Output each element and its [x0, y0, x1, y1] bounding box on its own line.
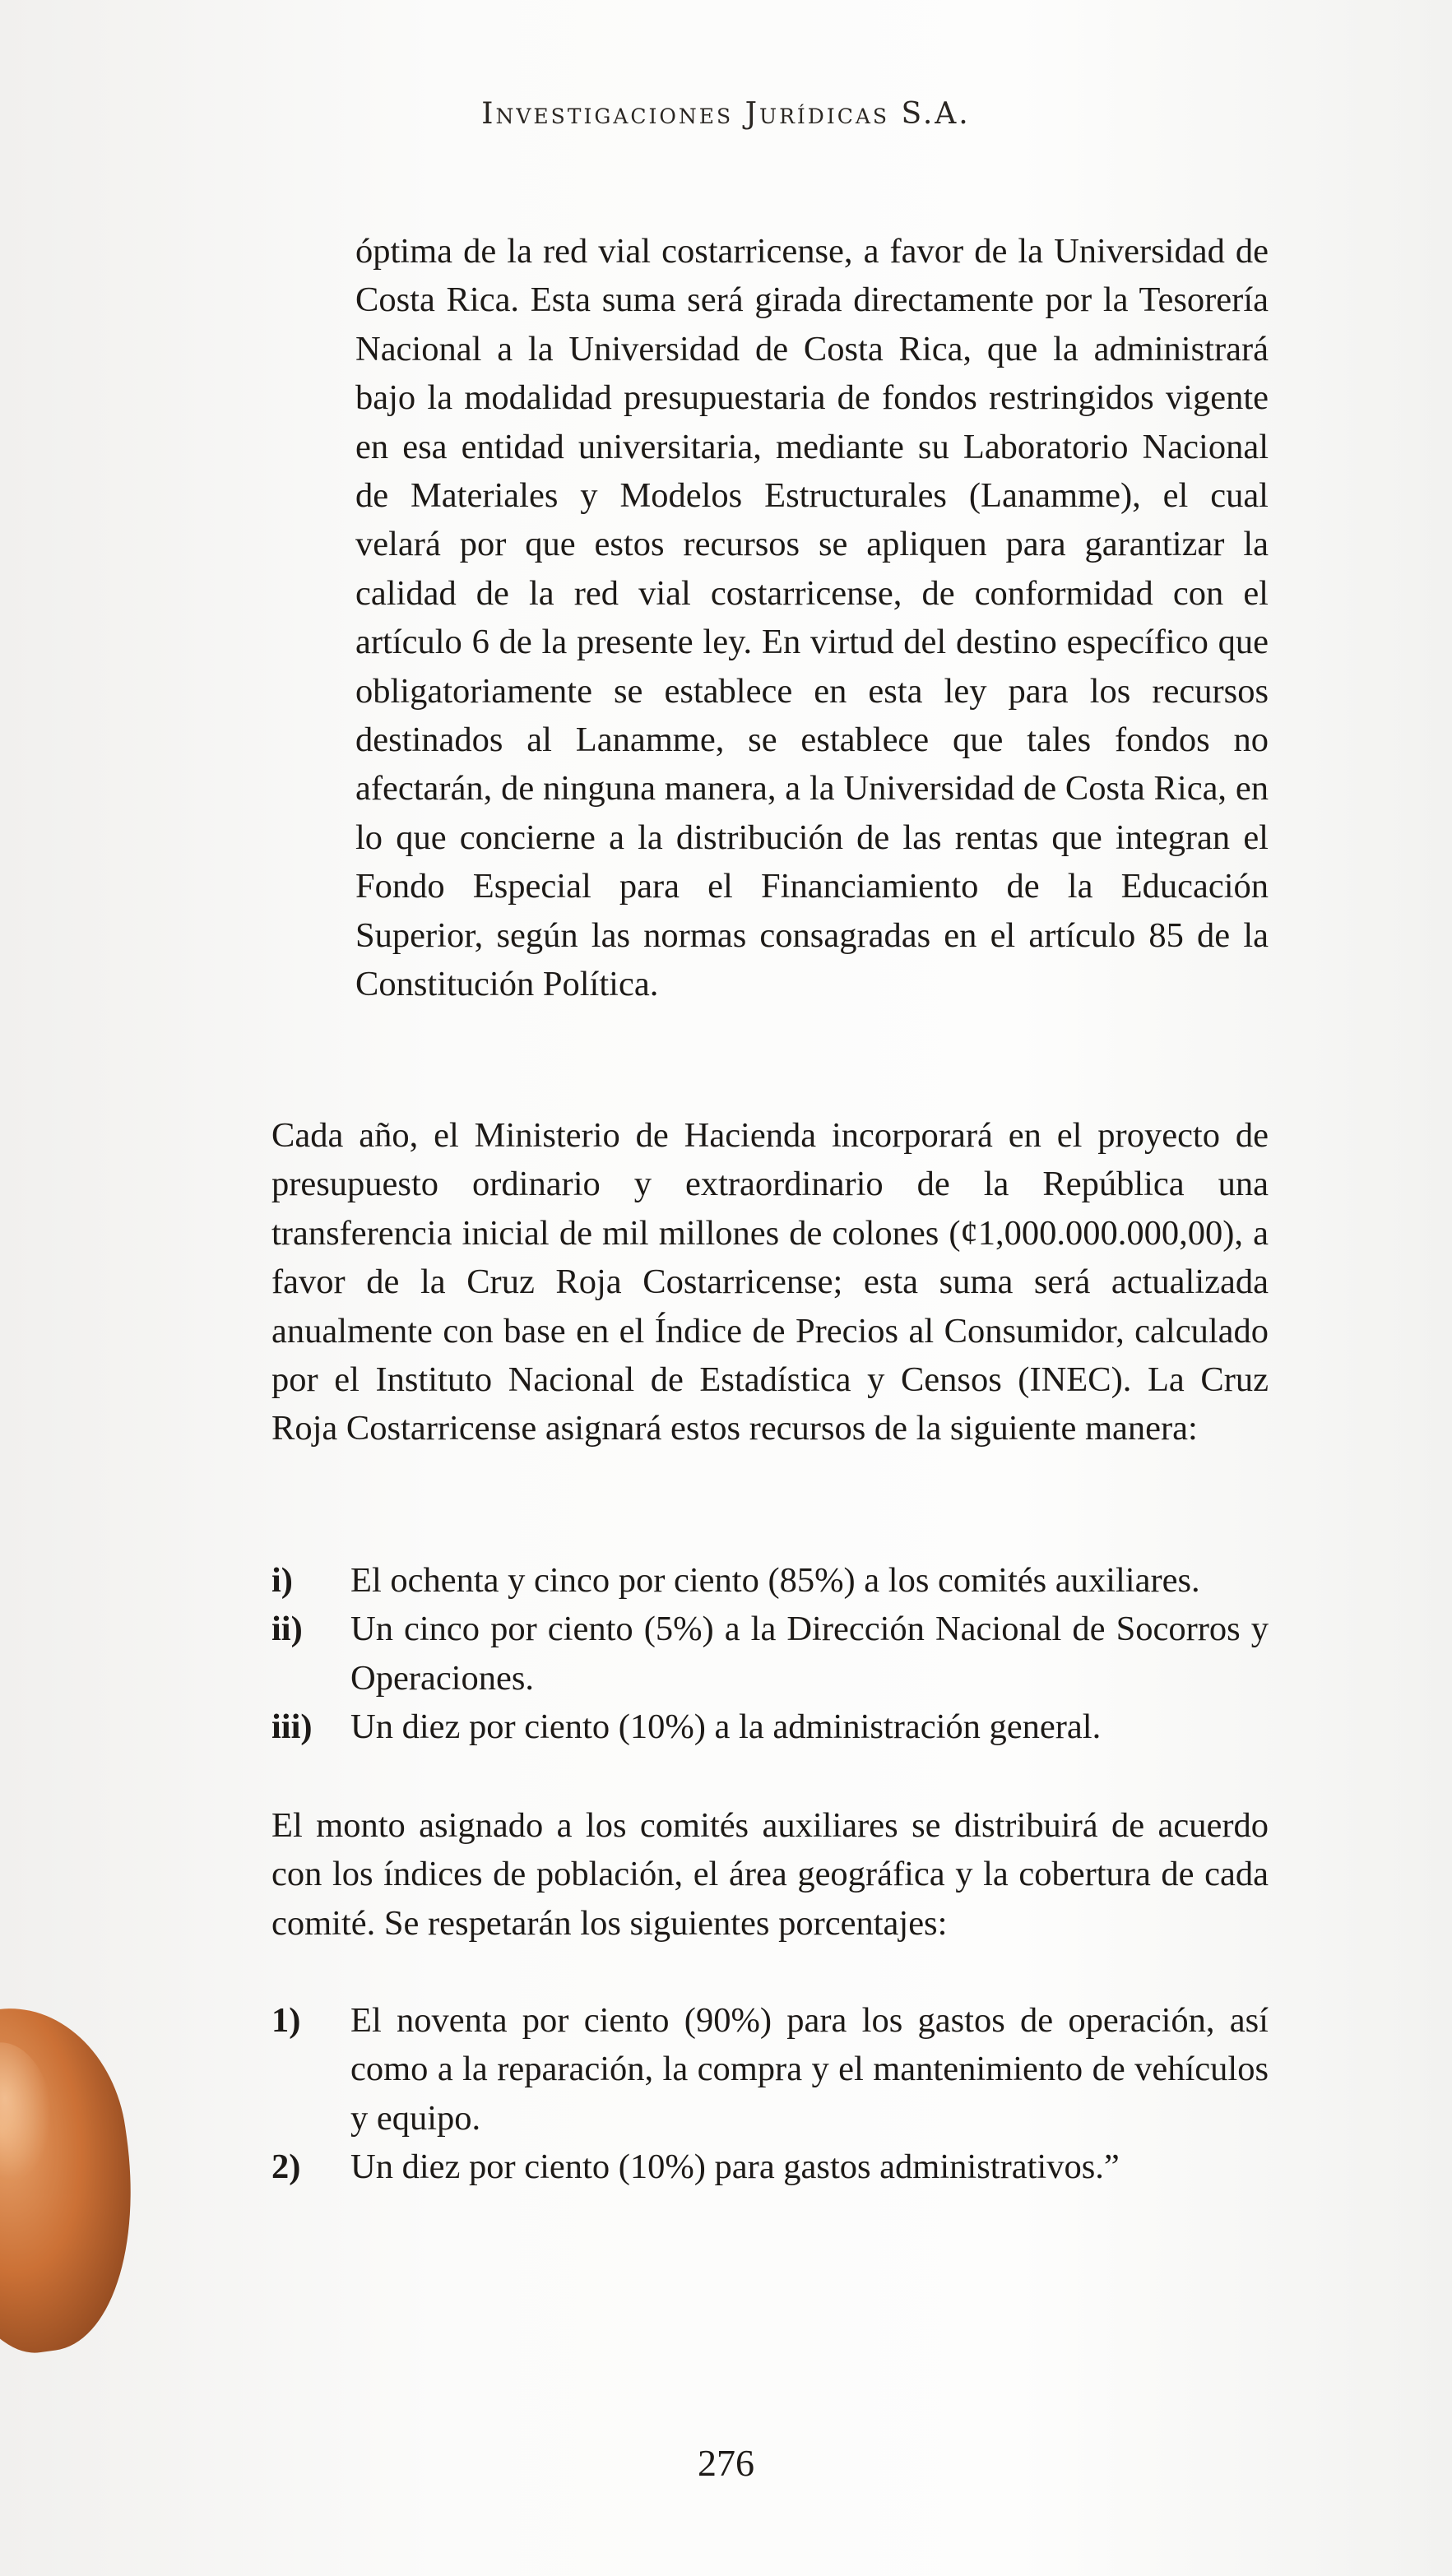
- list-marker: i): [271, 1561, 293, 1600]
- paragraph-committee-distribution: [271, 1801, 1269, 1948]
- list-item-text: El ochenta y cinco por ciento (85%) a los comités auxiliares.: [350, 1561, 1200, 1600]
- list-item: [271, 2143, 1269, 2191]
- list-item: [271, 1556, 1269, 1605]
- list-marker: ii): [271, 1610, 303, 1649]
- list-marker: 1): [271, 2001, 301, 2040]
- list-item-text: Un diez por ciento (10%) para gastos administrativos.”: [350, 2147, 1120, 2187]
- list-marker: iii): [271, 1707, 313, 1747]
- list-item-text: Un diez por ciento (10%) a la administración general.: [350, 1707, 1102, 1747]
- quoted-paragraph-text: óptima de la red vial costarricense, a favor de la Universidad de Costa Rica. Esta suma será girada directamente por la Tesorería Nacional a la Universidad de Costa Rica, que la administrará bajo la modalidad presupuestaria de fondos restringidos vigente en esa entidad universitaria, mediante su Laboratorio Nacional de Materiales y Modelos Estructurales (Lanamme), el cual velará por que estos recursos se apliquen para garantizar la calidad de la red vial costarricense, de conformidad con el artículo 6 de la presente ley. En virtud del destino específico que obligatoriamente se establece en esta ley para los recursos destinados al Lanamme, se establece que tales fondos no afectarán, de ninguna manera, a la Universidad de Costa Rica, en lo que concierne a la distribución de las rentas que integran el Fondo Especial para el Financiamiento de la Educación Superior, según las normas consagradas en el artículo 85 de la Constitución Política.: [355, 232, 1269, 1004]
- allocation-list: [271, 1556, 1269, 1752]
- paragraph-committee-distribution-text: El monto asignado a los comités auxiliares se distribuirá de acuerdo con los índices de población, el área geográfica y la cobertura de cada comité. Se respetarán los siguientes porcentajes:: [271, 1806, 1269, 1943]
- list-item: [271, 1996, 1269, 2143]
- percentage-list: [271, 1996, 1269, 2192]
- list-item: [271, 1605, 1269, 1703]
- paragraph-budget-transfer: [271, 1111, 1269, 1453]
- paragraph-budget-transfer-text: Cada año, el Ministerio de Hacienda incorporará en el proyecto de presupuesto ordinario y extraordinario de la República una transferencia inicial de mil millones de colones (¢1,000.000.000,00), a favor de la Cruz Roja Costarricense; esta suma será actualizada anualmente con base en el Índice de Precios al Consumidor, calculado por el Instituto Nacional de Estadística y Censos (INEC). La Cruz Roja Costarricense asignará estos recursos de la siguiente manera:: [271, 1116, 1269, 1448]
- running-head: Investigaciones Jurídicas S.A.: [481, 97, 971, 131]
- list-marker: 2): [271, 2147, 301, 2187]
- thumb-photo-artifact: [0, 1995, 155, 2365]
- list-item-text: El noventa por ciento (90%) para los gastos de operación, así como a la reparación, la compra y el mantenimiento de vehículos y equipo.: [350, 2001, 1269, 2138]
- list-item: [271, 1703, 1269, 1751]
- quoted-paragraph: [355, 227, 1269, 1009]
- page-number: 276: [698, 2442, 754, 2484]
- list-item-text: Un cinco por ciento (5%) a la Dirección Nacional de Socorros y Operaciones.: [350, 1610, 1269, 1698]
